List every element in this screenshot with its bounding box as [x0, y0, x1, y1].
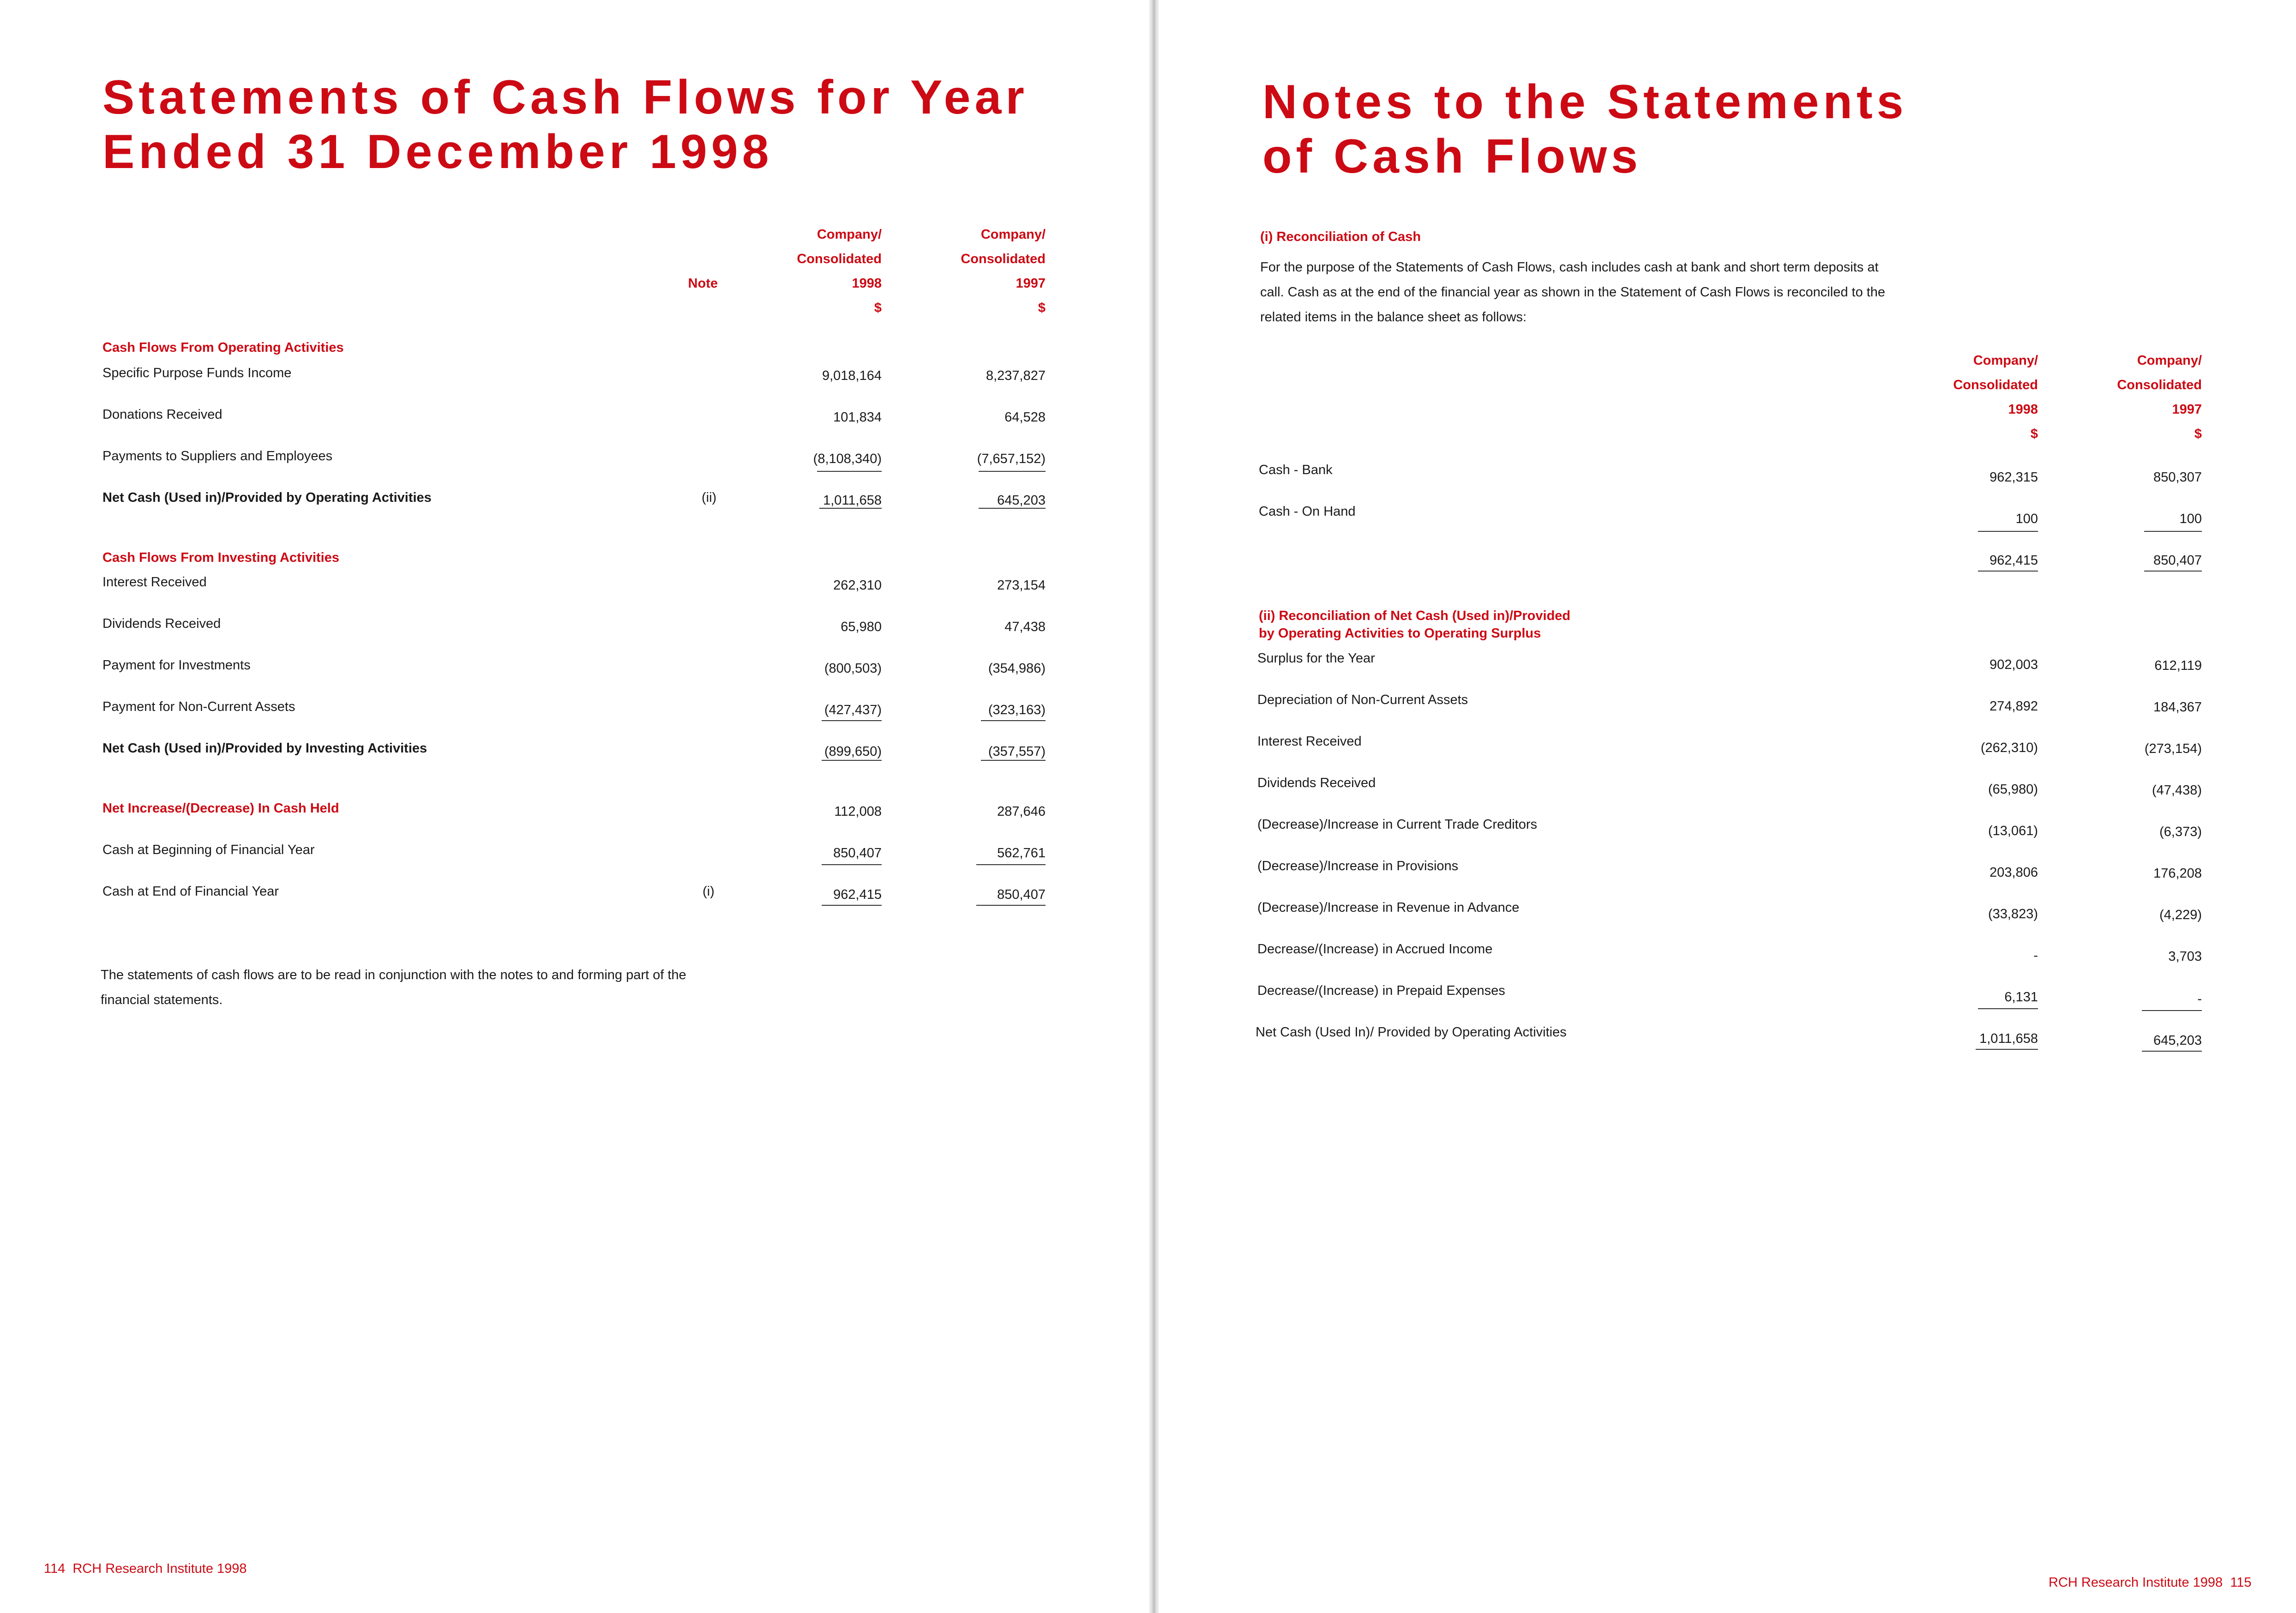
- value-1998: (800,503): [824, 661, 882, 676]
- value-1998: -: [2033, 948, 2038, 963]
- row-label: Depreciation of Non-Current Assets: [1257, 692, 1468, 707]
- row-label: Surplus for the Year: [1257, 651, 1375, 666]
- section-heading-reconciliation-net-cash: [1259, 607, 1570, 642]
- subtotal-rule: [822, 720, 882, 721]
- value-1998: (262,310): [1980, 740, 2038, 755]
- title-line-1: Statements of Cash Flows for Year: [102, 71, 1028, 124]
- page-title: [102, 70, 1028, 179]
- row-label-total: Net Cash (Used in)/Provided by Operating Activities: [102, 490, 432, 505]
- row-label: Payment for Investments: [102, 658, 251, 673]
- heading-line-1: (ii) Reconciliation of Net Cash (Used in)/Provided: [1259, 608, 1571, 623]
- subtotal-rule: [2142, 1010, 2202, 1011]
- row-label: Decrease/(Increase) in Accrued Income: [1257, 942, 1493, 957]
- note-reference: (i): [703, 884, 715, 899]
- value-1998: (65,980): [1988, 782, 2038, 797]
- value-1997: 645,203: [2153, 1033, 2202, 1048]
- total-rule: [979, 508, 1046, 509]
- row-label: (Decrease)/Increase in Provisions: [1257, 859, 1459, 873]
- subtotal-rule: [817, 471, 882, 472]
- value-1997: (273,154): [2144, 741, 2202, 756]
- section-heading-investing: Cash Flows From Investing Activities: [102, 550, 339, 565]
- total-rule: [1976, 1049, 2038, 1050]
- value-1997: (4,229): [2159, 908, 2202, 922]
- value-1997: 176,208: [2153, 866, 2202, 881]
- value-1998: 850,407: [833, 846, 882, 861]
- subtotal-rule: [822, 864, 882, 865]
- row-label: Specific Purpose Funds Income: [102, 366, 292, 380]
- value-1998: 1,011,658: [1979, 1031, 2038, 1046]
- section-heading-operating: Cash Flows From Operating Activities: [102, 340, 344, 355]
- row-label: Dividends Received: [102, 616, 221, 631]
- value-1998: 65,980: [841, 620, 882, 634]
- row-label-total: Net Cash (Used In)/ Provided by Operating Activities: [1256, 1025, 1567, 1040]
- column-header-1998: Company/ Consolidated 1998 $: [1953, 353, 2038, 441]
- page-title: [1262, 75, 1907, 184]
- value-1997: 562,761: [997, 846, 1046, 861]
- total-rule: [819, 508, 882, 509]
- total-rule: [1978, 571, 2038, 572]
- total-rule: [981, 760, 1046, 761]
- value-1997: 850,307: [2153, 470, 2202, 485]
- value-1997: (357,557): [988, 744, 1046, 759]
- row-label: (Decrease)/Increase in Revenue in Advance: [1257, 900, 1520, 915]
- subtotal-rule: [1978, 1008, 2038, 1009]
- cash-total-1998: 962,415: [1989, 553, 2038, 568]
- column-header-1997: Company/ Consolidated 1997 $: [961, 227, 1046, 315]
- value-1997: 612,119: [2154, 658, 2202, 673]
- footer-text: RCH Research Institute 1998: [2049, 1575, 2223, 1590]
- value-1998: 9,018,164: [822, 368, 882, 383]
- value-1998: (427,437): [824, 703, 882, 717]
- value-1998: (8,108,340): [813, 451, 882, 466]
- total-rule: [822, 760, 882, 761]
- net-increase-label: Net Increase/(Decrease) In Cash Held: [102, 801, 339, 816]
- subtotal-rule: [1978, 531, 2038, 532]
- note-reference: (ii): [702, 490, 717, 505]
- footnote: The statements of cash flows are to be read in conjunction with the notes to and forming part of the financial statements.: [101, 968, 686, 1007]
- value-1998: 962,415: [833, 887, 882, 902]
- value-1998: 112,008: [834, 804, 882, 819]
- subtotal-rule: [979, 471, 1046, 472]
- row-label: Payments to Suppliers and Employees: [102, 449, 333, 463]
- row-label: Cash at End of Financial Year: [102, 884, 279, 899]
- row-label: Donations Received: [102, 407, 222, 422]
- page-number: 114: [44, 1561, 66, 1576]
- row-label: Interest Received: [1257, 734, 1362, 749]
- total-rule: [822, 905, 882, 906]
- value-1997: 100: [2179, 512, 2202, 526]
- subtotal-rule: [981, 720, 1046, 721]
- row-label: Dividends Received: [1257, 776, 1376, 790]
- section-body: For the purpose of the Statements of Cash Flows, cash includes cash at bank and short term deposits at call. Cash as at the end of the financial year as shown in the Statement of Cash Flows is reconciled to the related items in the balance sheet as follows:: [1260, 260, 1886, 325]
- title-line-2: of Cash Flows: [1262, 130, 1642, 183]
- row-label: (Decrease)/Increase in Current Trade Creditors: [1257, 817, 1538, 832]
- total-rule: [976, 905, 1046, 906]
- column-header-1997: Company/ Consolidated 1997 $: [2117, 353, 2202, 441]
- row-label: Cash - Bank: [1259, 463, 1333, 477]
- value-1997: 64,528: [1004, 410, 1046, 425]
- value-1997: 47,438: [1004, 620, 1046, 634]
- row-label: Decrease/(Increase) in Prepaid Expenses: [1257, 983, 1505, 998]
- value-1997: (47,438): [2152, 783, 2202, 798]
- row-label: Cash at Beginning of Financial Year: [102, 843, 315, 857]
- value-1997: 645,203: [997, 493, 1046, 508]
- value-1998: (13,061): [1988, 824, 2038, 838]
- row-label-total: Net Cash (Used in)/Provided by Investing Activities: [102, 741, 427, 756]
- value-1998: 262,310: [833, 578, 882, 593]
- value-1997: 184,367: [2153, 700, 2202, 715]
- column-header-1998: Company/ Consolidated 1998 $: [797, 227, 882, 315]
- footer-text: RCH Research Institute 1998: [72, 1561, 247, 1576]
- total-rule: [2144, 571, 2202, 572]
- section-heading-reconciliation-cash: (i) Reconciliation of Cash: [1260, 229, 1421, 244]
- value-1998: 100: [2015, 512, 2038, 526]
- row-label: Payment for Non-Current Assets: [102, 699, 295, 714]
- value-1998: 902,003: [1989, 657, 2038, 672]
- subtotal-rule: [2144, 531, 2202, 532]
- value-1998: (899,650): [824, 744, 882, 759]
- value-1998: 1,011,658: [823, 493, 882, 508]
- subtotal-rule: [976, 864, 1046, 865]
- cash-total-1997: 850,407: [2153, 553, 2202, 568]
- value-1997: 287,646: [997, 804, 1046, 819]
- page-number: 115: [2230, 1575, 2252, 1590]
- total-rule: [2142, 1051, 2202, 1052]
- row-label: Interest Received: [102, 575, 207, 590]
- value-1997: 3,703: [2168, 949, 2202, 964]
- page-footer-left: [44, 1560, 247, 1577]
- value-1997: 8,237,827: [986, 368, 1046, 383]
- heading-line-2: by Operating Activities to Operating Surplus: [1259, 626, 1541, 641]
- value-1997: (354,986): [988, 661, 1046, 676]
- value-1998: 203,806: [1989, 865, 2038, 880]
- note-column-header: Note: [688, 276, 718, 291]
- value-1998: 962,315: [1989, 470, 2038, 485]
- value-1998: 274,892: [1989, 699, 2038, 714]
- value-1998: (33,823): [1988, 907, 2038, 921]
- page-footer-right: [2049, 1574, 2252, 1591]
- value-1997: -: [2197, 992, 2202, 1006]
- title-line-2: Ended 31 December 1998: [102, 125, 773, 179]
- value-1997: 273,154: [997, 578, 1046, 593]
- title-line-1: Notes to the Statements: [1262, 75, 1908, 129]
- value-1998: 6,131: [2004, 990, 2038, 1005]
- value-1997: (323,163): [988, 703, 1046, 717]
- value-1997: (7,657,152): [977, 451, 1046, 466]
- value-1997: (6,373): [2159, 825, 2202, 839]
- value-1997: 850,407: [997, 887, 1046, 902]
- value-1998: 101,834: [833, 410, 882, 425]
- row-label: Cash - On Hand: [1259, 504, 1356, 519]
